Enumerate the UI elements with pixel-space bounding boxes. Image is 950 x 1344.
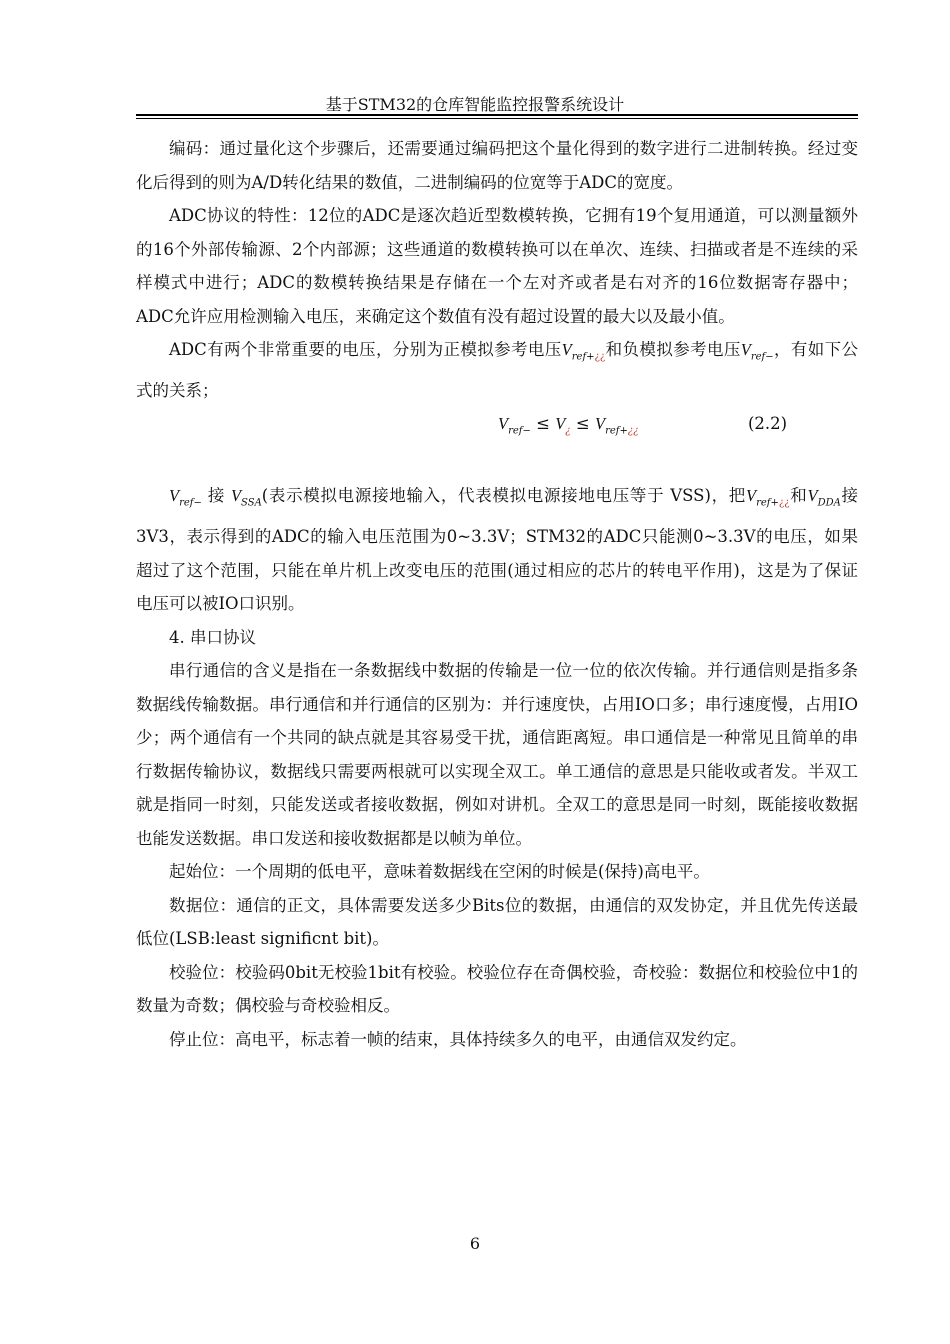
page-number: 6 [469,1234,481,1253]
symbol-v: V [807,486,818,506]
paragraph-encoding: 编码：通过量化这个步骤后，还需要通过编码把这个量化得到的数字进行二进制转换。经过变化后得到的则为A/D转化结果的数值，二进制编码的位宽等于ADC的宽度。 [136,139,858,192]
leq-sign: ≤ [536,414,550,434]
paragraph-data-bits: 数据位：通信的正文，具体需要发送多少Bits位的数据，由通信的双发协定，并且优先传送最低位(LSB:least significnt bit)。 [136,895,858,949]
text-segment: 接3V3，表示得到的ADC的输入电压范围为0~3.3V；STM32的ADC只能测0~3.3V的电压，如果超过了这个范围，只能在单片机上改变电压的范围(通过相应的芯片的转电平作用)，这是为了保证电压可以被IO口识别。 [136,486,859,614]
subscript-ref-minus: ref− [179,497,202,509]
subscript-ssa: SSA [241,497,262,509]
symbol-v: V [740,340,751,359]
text-segment: 和 [789,486,808,506]
garbled-glyph: ¿ [565,425,571,437]
subscript-ref-plus: ref+ [571,351,595,363]
text-segment: ，有如下公式的关系； [136,340,859,400]
formula-number: (2.2) [748,414,788,434]
subscript-ref-plus: ref+ [756,497,779,509]
symbol-v: V [561,340,572,359]
symbol-v: V [230,486,242,506]
symbol-v: V [555,414,566,434]
page-header-title: 基于STM32的仓库智能监控报警系统设计 [325,95,625,114]
symbol-v: V [169,486,180,506]
symbol-v: V [745,486,757,506]
text-segment: 和负模拟参考电压 [605,340,741,359]
paragraph-serial-intro: 串行通信的含义是指在一条数据线中数据的传输是一位一位的依次传输。并行通信则是指多条数据线传输数据。串行通信和并行通信的区别为：并行速度快，占用IO口多；串行速度慢，占用IO少；两个通信有一个共同的缺点就是其容易受干扰，通信距离短。串口通信是一种常见且简单的串行数据传输协议，数据线只需要两根就可以实现全双工。单工通信的意思是只能收或者发。半双工就是指同一时刻，只能发送或者接收数据，例如对讲机。全双工的意思是同一时刻，既能接收数据也能发送数据。串口发送和接收数据都是以帧为单位。 [136,661,858,848]
section-heading: 4. 串口协议 [169,627,256,647]
garbled-glyph: ¿¿ [627,425,639,437]
paragraph-adc-voltages [136,333,858,407]
subscript-ref-minus: ref− [750,351,774,363]
symbol-v: V [595,414,606,434]
spacer [136,449,858,479]
paragraph-stop-bit: 停止位：高电平，标志着一帧的结束，具体持续多久的电平，由通信双发约定。 [169,1029,747,1049]
garbled-glyph: ¿¿ [594,351,606,363]
text-segment: (表示模拟电源接地输入，代表模拟电源接地电压等于 VSS)，把 [261,486,746,506]
paragraph-parity-bit: 校验位：校验码0bit无校验1bit有校验。校验位存在奇偶校验，奇校验：数据位和校验位中1的数量为奇数；偶校验与奇校验相反。 [136,962,858,1016]
text-segment: ADC有两个非常重要的电压，分别为正模拟参考电压 [169,340,562,359]
subscript-ref-plus: ref+ [605,425,628,437]
formula-expression [498,407,639,448]
subscript-dda: DDA [817,497,841,509]
symbol-v: V [498,414,509,434]
garbled-glyph: ¿¿ [778,497,790,509]
subscript-ref-minus: ref− [508,425,531,437]
formula-row [136,407,858,449]
leq-sign: ≤ [575,414,590,434]
document-body [136,132,858,1056]
header-rule-thin [136,118,858,119]
paragraph-adc-features: ADC协议的特性：12位的ADC是逐次趋近型数模转换，它拥有19个复用通道，可以测量额外的16个外部传输源、2个内部源；这些通道的数模转换可以在单次、连续、扫描或者是不连续的采样模式中进行；ADC的数模转换结果是存储在一个左对齐或者是右对齐的16位数据寄存器中；ADC允许应用检测输入电压，来确定这个数值有没有超过设置的最大以及最小值。 [136,206,858,326]
paragraph-start-bit: 起始位：一个周期的低电平，意味着数据线在空闲的时候是(保持)高电平。 [169,862,710,882]
text-segment: 接 [207,486,226,506]
header-rule-thick [136,114,858,116]
paragraph-vref-connection [136,479,858,620]
